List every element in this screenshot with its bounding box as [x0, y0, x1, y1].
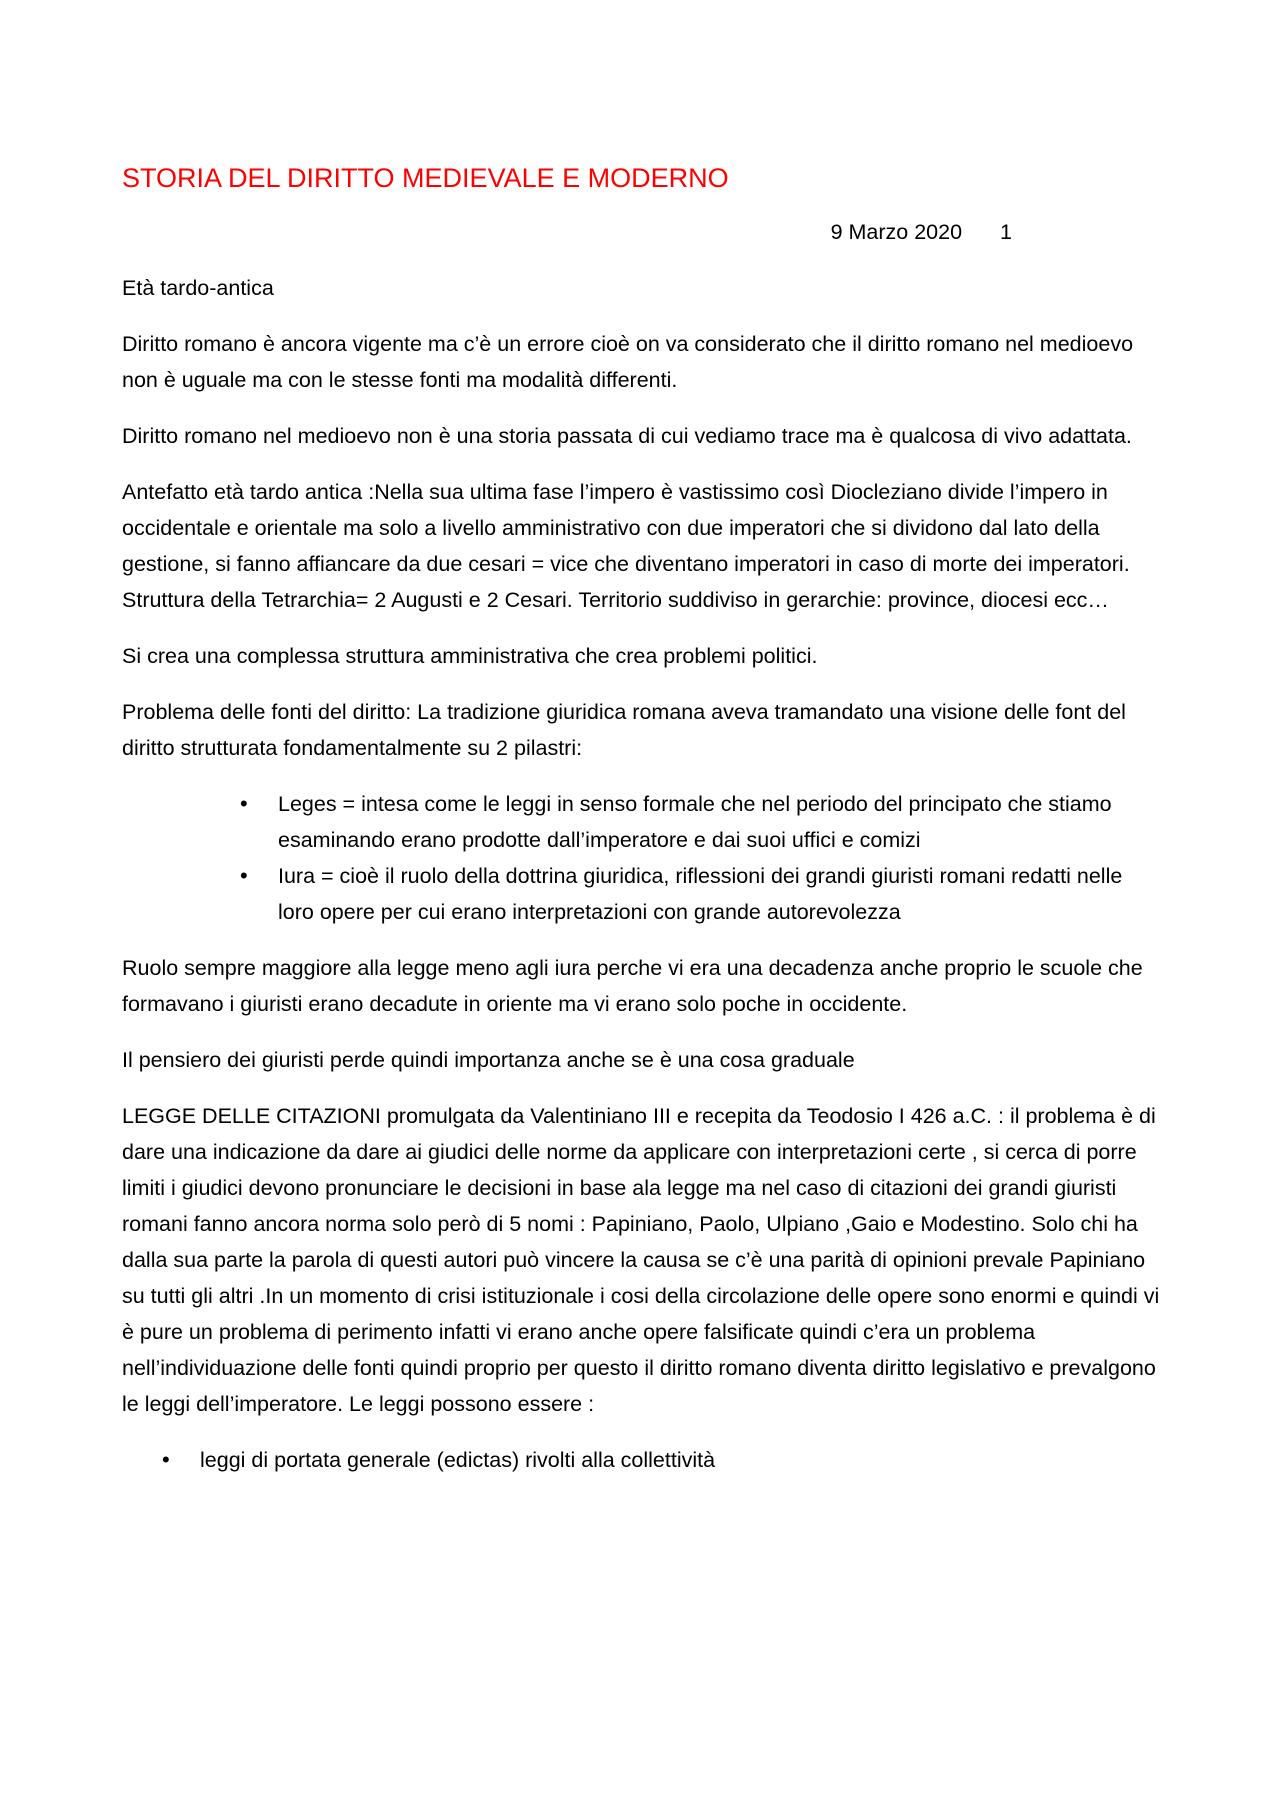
paragraph: Diritto romano nel medioevo non è una storia passata di cui vediamo trace ma è qualcosa di vivo adattata.: [122, 424, 1132, 448]
paragraph: Antefatto età tardo antica :Nella sua ultima fase l’impero è vastissimo così Diocleziano divide l’impero in occidentale e orientale ma solo a livello amministrativo con due imperatori che si dividono dal lato della gestione, si fanno affiancare da due cesari = vice che diventano imperatori in caso di morte dei imperatori. Struttura della Tetrarchia= 2 Augusti e 2 Cesari. Territorio suddiviso in gerarchie: province, diocesi ecc…: [122, 480, 1130, 612]
list-item: • Iura = cioè il ruolo della dottrina giuridica, riflessioni dei grandi giuristi romani redatti nelle loro opere per cui erano interpretazioni con grande autorevolezza: [278, 858, 1162, 930]
paragraph: LEGGE DELLE CITAZIONI promulgata da Valentiniano III e recepita da Teodosio I 426 a.C. : il problema è di dare una indicazione da dare ai giudici delle norme da applicare con interpretazioni certe , si cerca di porre limiti i giudici devono pronunciare le decisioni in base ala legge ma nel caso di citazioni dei grandi giuristi romani fanno ancora norma solo però di 5 nomi : Papiniano, Paolo, Ulpiano ,Gaio e Modestino. Solo chi ha dalla sua parte la parola di questi autori può vincere la causa se c’è una parità di opinioni prevale Papiniano su tutti gli altri .In un momento di crisi istituzionale i cosi della circolazione delle opere sono enormi e quindi vi è pure un problema di perimento infatti vi erano anche opere falsificate quindi c’era un problema nell’individuazione delle fonti quindi proprio per questo il diritto romano diventa diritto legislativo e prevalgono le leggi dell’imperatore. Le leggi possono essere :: [122, 1104, 1160, 1416]
document-title: STORIA DEL DIRITTO MEDIEVALE E MODERNO: [122, 163, 729, 193]
date-line: [122, 214, 1162, 250]
paragraph: Diritto romano è ancora vigente ma c’è un errore cioè on va considerato che il diritto romano nel medioevo non è uguale ma con le stesse fonti ma modalità differenti.: [122, 332, 1134, 392]
lesson-number: 1: [1000, 220, 1012, 244]
paragraph: Problema delle fonti del diritto: La tradizione giuridica romana aveva tramandato una visione delle font del diritto strutturata fondamentalmente su 2 pilastri:: [122, 700, 1126, 760]
law-types-list: [122, 1442, 1162, 1478]
document-body: [122, 160, 1162, 1498]
paragraph: Ruolo sempre maggiore alla legge meno agli iura perche vi era una decadenza anche proprio le scuole che formavano i giuristi erano decadute in oriente ma vi erano solo poche in occidente.: [122, 956, 1143, 1016]
pillars-list: [122, 786, 1162, 930]
paragraph: Il pensiero dei giuristi perde quindi importanza anche se è una cosa graduale: [122, 1048, 855, 1072]
lesson-date: 9 Marzo 2020: [830, 220, 963, 244]
section-heading: Età tardo-antica: [122, 276, 274, 300]
list-item: • leggi di portata generale (edictas) rivolti alla collettività: [200, 1442, 1162, 1478]
paragraph: Si crea una complessa struttura amministrativa che crea problemi politici.: [122, 644, 818, 668]
list-item: • Leges = intesa come le leggi in senso formale che nel periodo del principato che stiamo esaminando erano prodotte dall’imperatore e dai suoi uffici e comizi: [278, 786, 1162, 858]
